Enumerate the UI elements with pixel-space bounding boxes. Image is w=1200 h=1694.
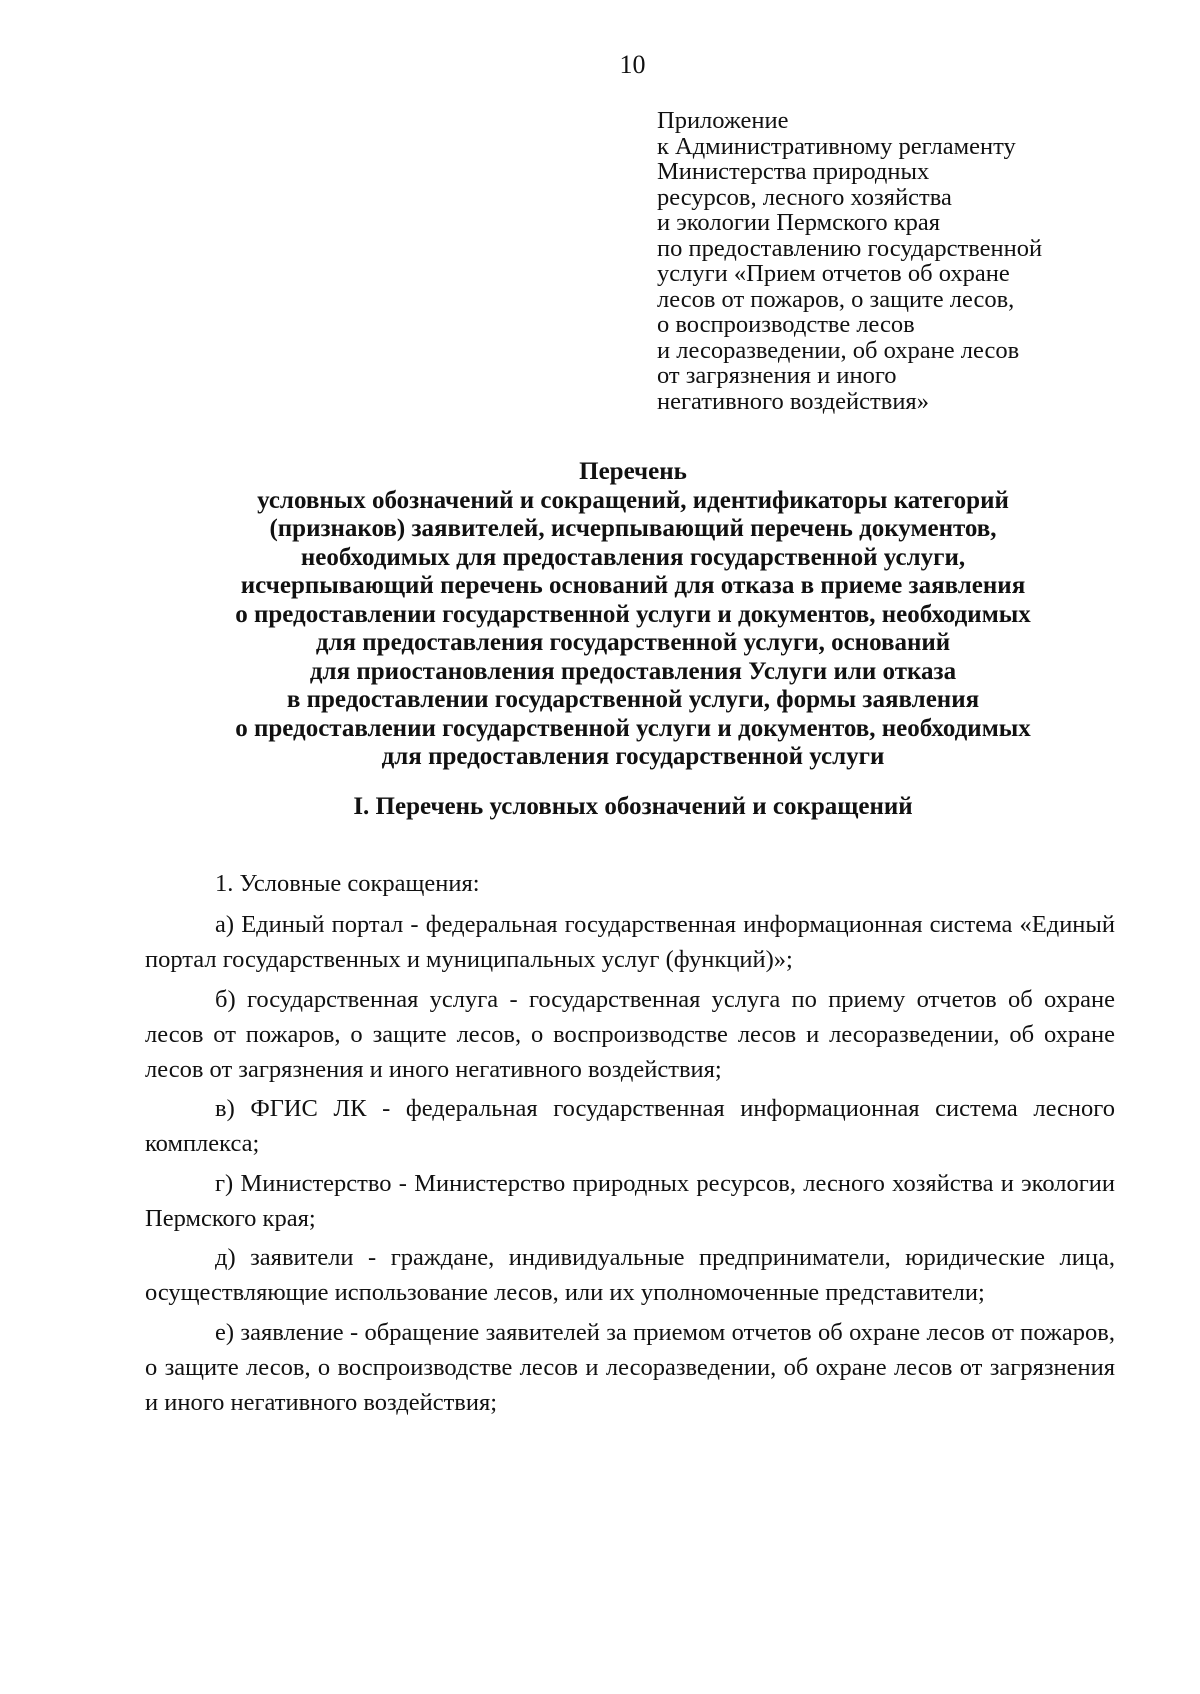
appendix-line: о воспроизводстве лесов <box>657 311 915 338</box>
appendix-line: к Административному регламенту <box>657 132 1016 160</box>
appendix-line: от загрязнения и иного <box>657 362 897 389</box>
appendix-line: услуги «Прием отчетов об охране <box>657 260 1010 287</box>
appendix-line: и экологии Пермского края <box>657 209 941 236</box>
title-line: в предоставлении государственной услуги, формы заявления <box>286 686 980 713</box>
title-line: для предоставления государственной услуги <box>381 743 885 770</box>
section-heading: I. Перечень условных обозначений и сокращений <box>353 793 913 820</box>
appendix-line: ресурсов, лесного хозяйства <box>657 183 952 211</box>
title-line: о предоставлении государственной услуги и документов, необходимых <box>235 600 1031 628</box>
document-body <box>145 866 1115 1424</box>
title-line: исчерпывающий перечень оснований для отказа в приеме заявления <box>240 572 1026 599</box>
definition-paragraph: а) Единый портал - федеральная государственная информационная система «Единый портал государственных и муниципальных услуг (функций)»; <box>145 911 1115 973</box>
title-line: Перечень <box>579 458 687 485</box>
appendix-line: и лесоразведении, об охране лесов <box>657 336 1020 364</box>
title-line: для приостановления предоставления Услуги или отказа <box>309 657 957 685</box>
definition-paragraph: б) государственная услуга - государственная услуга по приему отчетов об охране лесов от пожаров, о защите лесов, о воспроизводстве лесов и лесоразведении, об охране лесов от загрязнения и иного негативного воздействия; <box>145 985 1115 1083</box>
list-item-heading: 1. Условные сокращения: <box>215 870 480 897</box>
title-line: для предоставления государственной услуги, оснований <box>315 629 951 656</box>
title-line: условных обозначений и сокращений, идентификаторы категорий <box>257 486 1009 514</box>
title-line: о предоставлении государственной услуги и документов, необходимых <box>235 714 1031 742</box>
definition-paragraph: г) Министерство - Министерство природных ресурсов, лесного хозяйства и экологии Пермского края; <box>145 1169 1115 1232</box>
title-line: (признаков) заявителей, исчерпывающий перечень документов, <box>269 515 997 542</box>
appendix-line: лесов от пожаров, о защите лесов, <box>657 285 1015 313</box>
document-title <box>120 458 1146 772</box>
appendix-line: по предоставлению государственной <box>657 234 1043 262</box>
appendix-line: Приложение <box>657 107 789 134</box>
appendix-line: негативного воздействия» <box>657 387 929 415</box>
title-line: необходимых для предоставления государственной услуги, <box>300 543 966 571</box>
appendix-reference <box>657 108 1177 414</box>
appendix-line: Министерства природных <box>657 158 930 185</box>
definition-paragraph: е) заявление - обращение заявителей за приемом отчетов об охране лесов от пожаров, о защите лесов, о воспроизводстве лесов и лесоразведении, об охране лесов от загрязнения и иного негативного воздействия; <box>145 1318 1115 1416</box>
definition-paragraph: в) ФГИС ЛК - федеральная государственная информационная система лесного комплекса; <box>145 1095 1115 1157</box>
page-number: 10 <box>619 50 646 79</box>
definition-paragraph: д) заявители - граждане, индивидуальные предприниматели, юридические лица, осуществляющие использование лесов, или их уполномоченные представители; <box>145 1244 1115 1306</box>
